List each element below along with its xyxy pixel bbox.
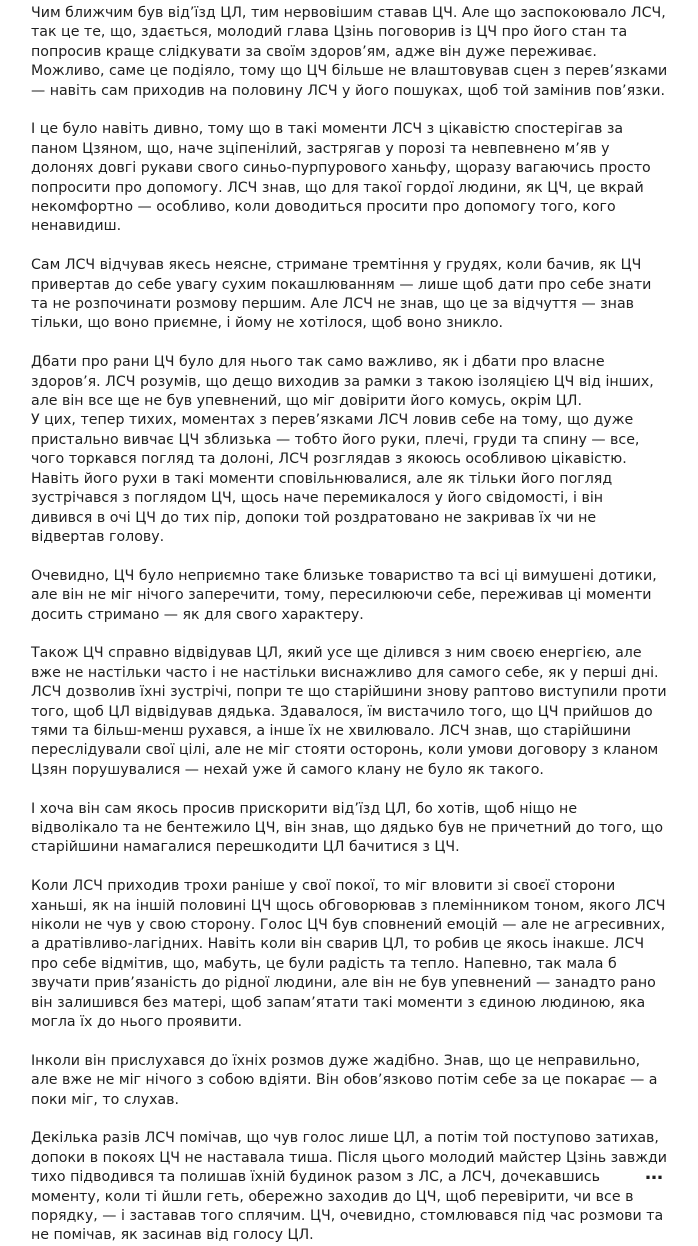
paragraph-8: І хоча він сам якось просив прискорити від’їзд ЦЛ, бо хотів, щоб ніщо не відволікало та не бентежило ЦЧ, він знав, що дядько був не причетний до того, що старійшини намагалися перешкодити ЦЛ бачитися з ЦЧ. bbox=[31, 800, 664, 856]
paragraph-4: Дбати про рани ЦЧ було для нього так само важливо, як і дбати про власне здоров’я. ЛСЧ розумів, що дещо виходив за рамки з такою ізоляцією ЦЧ від інших, але він все ще не був упевнений, що міг довірити його комусь, окрім ЦЛ. bbox=[31, 354, 654, 410]
paragraph-2: І це було навіть дивно, тому що в такі моменти ЛСЧ з цікавістю спостерігав за паном Цзяном, що, наче зціпенілий, застрягав у порозі та невпевнено м’яв у долонях довгі рукави свого синьо-пурпурового ханьфу, щоразу вагаючись просто попросити про допомогу. ЛСЧ знав, що для такої гордої людини, як ЦЧ, це вкрай некомфортно — особливо, коли доводиться просити про допомогу того, кого ненавидиш. bbox=[31, 121, 651, 235]
paragraph-10: Інколи він прислухався до їхніх розмов дуже жадібно. Знав, що це неправильно, але вже не міг нічого з собою вдіяти. Він обов’язково потім себе за це покарає — а поки міг, то слухав. bbox=[31, 1052, 658, 1108]
paragraph-1: Чим ближчим був від’їзд ЦЛ, тим нервовішим ставав ЦЧ. Але що заспокоювало ЛСЧ, так це те, що, здається, молодий глава Цзінь поговорив із ЦЧ про його стан та попросив краще слідкувати за своїм здоров’ям, адже він дуже переживає. Можливо, саме це подіяло, тому що ЦЧ більше не влаштовував сцен з перев’язками — навіть сам приходив на половину ЛСЧ у його пошуках, щоб той замінив пов’язки. bbox=[31, 5, 668, 99]
paragraph-11: Декілька разів ЛСЧ помічав, що чув голос лише ЦЛ, а потім той поступово затихав, допоки в покоях ЦЧ не наставала тиша. Після цього молодий майстер Цзінь завжди тихо підводився та полишав їхній будинок разом з ЛС, а ЛСЧ, дочекавшись моменту, коли ті йшли геть, обережно заходив до ЦЧ, щоб перевірити, чи все в порядку, — і заставав того сплячим. ЦЧ, очевидно, стомлювався під час розмови та не помічав, як засинав від голосу ЦЛ. bbox=[31, 1130, 668, 1244]
paragraph-7: Також ЦЧ справно відвідував ЦЛ, який усе ще ділився з ним своєю енергією, але вже не настільки часто і не настільки виснажливо для самого себе, як у перші дні. ЛСЧ дозволив їхні зустрічі, попри те що старійшини знову раптово виступили проти того, щоб ЦЛ відвідував дядька. Здавалося, їм вистачило того, що ЦЧ прийшов до тями та більш-менш рухався, а інше їх не хвилювало. ЛСЧ знав, що старійшини переслідували свої цілі, але не міг стояти осторонь, коли умови договору з кланом Цзян порушувалися — нехай уже й самого клану не було як такого. bbox=[31, 645, 667, 778]
paragraph-6: Очевидно, ЦЧ було неприємно таке близьке товариство та всі ці вимушені дотики, але він не міг нічого заперечити, тому, пересилюючи себе, переживав ці моменти досить стримано — як для свого характеру. bbox=[31, 567, 657, 623]
paragraph-5: У цих, тепер тихих, моментах з перев’язками ЛСЧ ловив себе на тому, що дуже пристально вивчає ЦЧ зблизька — тобто його руки, плечі, груди та спину — все, чого торкався погляд та долоні, ЛСЧ розглядав з якоюсь особливою цікавістю. Навіть його рухи в такі моменти сповільнювалися, але як тільки його погляд зустрічався з поглядом ЦЧ, щось наче перемикалося у його свідомості, і він дивився в очі ЦЧ до тих пір, допоки той роздратовано не закривав їх чи не відвертав голову. bbox=[31, 412, 640, 545]
paragraph-9: Коли ЛСЧ приходив трохи раніше у свої покої, то міг вловити зі своєї сторони ханьші, як на іншій половині ЦЧ щось обговорював з племінником тоном, якого ЛСЧ ніколи не чув у свою сторону. Голос ЦЧ був сповнений емоцій — але не агресивних, а дратівливо-лагідних. Навіть коли він сварив ЦЛ, то робив це якось інакше. ЛСЧ про себе відмітив, що, мабуть, це були радість та тепло. Напевно, так мала б звучати прив’язаність до рідної людини, але він не був упевнений — занадто рано він залишився без матері, щоб запам’ятати такі моменти з єдиною людиною, яка могла їх до нього проявити. bbox=[31, 878, 666, 1031]
paragraph-3: Сам ЛСЧ відчував якесь неясне, стримане тремтіння у грудях, коли бачив, як ЦЧ привертав до себе увагу сухим покашлюванням — лише щоб дати про себе знати та не розпочинати розмову першим. Але ЛСЧ не знав, що це за відчуття — знав тільки, що воно приємне, і йому не хотілося, щоб воно зникло. bbox=[31, 257, 652, 332]
continuation-ellipsis: … bbox=[645, 1163, 664, 1184]
